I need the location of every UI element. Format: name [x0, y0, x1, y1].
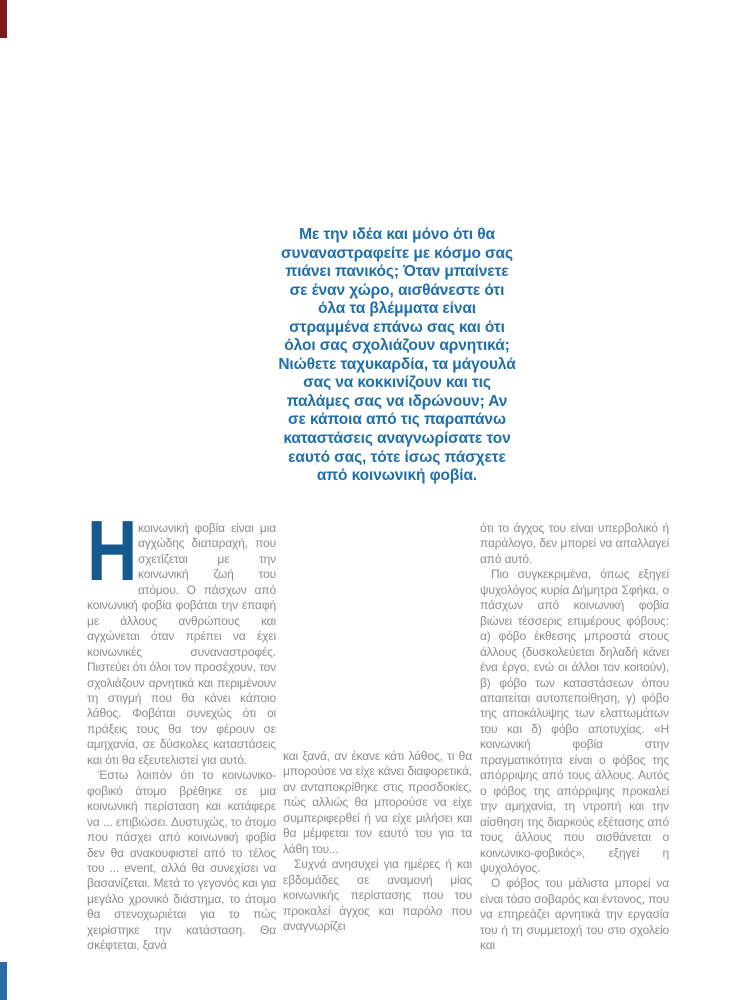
drop-cap [87, 504, 138, 599]
article-paragraph: Συχνά ανησυχεί για ημέρες ή και εβδομάδες σε αναμονή μίας κοινωνικής περίστασης που του προκαλεί άγχος και παρόλο που αναγνωρίζει [283, 857, 472, 933]
drop-cap-letter: Η [87, 504, 138, 599]
article-paragraph: και ξανά, αν έκανε κάτι λάθος, τι θα μπορούσε να είχε κάνει διαφορετικά, αν ανταποκρίθηκε στις προσδοκίες, πώς αλλιώς θα μπορούσε να είχε συμπεριφερθεί ή να είχε μιλήσει και θα μέμφεται τον εαυτό του για τα λάθη του... [283, 749, 472, 856]
article-column-right [480, 521, 669, 954]
top-edge-tab [0, 0, 7, 38]
pull-quote: Με την ιδέα και μόνο ότι θα συναναστραφείτε με κόσμο σας πιάνει πανικός; Όταν μπαίνετε σε έναν χώρο, αισθάνεστε ότι όλα τα βλέμματα είναι στραμμένα επάνω σας και ότι όλοι σας σχολιάζουν αρνητικά; Νιώθετε ταχυκαρδία, τα μάγουλά σας να κοκκινίζουν και τις παλάμες σας να ιδρώνουν; Αν σε κάποια από τις παραπάνω καταστάσεις αναγνωρίσατε τον εαυτό σας, τότε ίσως πάσχετε από κοινωνική φοβία. [278, 226, 516, 485]
article-paragraph: Έστω λοιπόν ότι το κοινωνικο-φοβικό άτομο βρέθηκε σε μια κοινωνική περίσταση και κατάφερε να ... επιβιώσει. Δυστυχώς, το άτομο που πάσχει από κοινωνική φοβία δεν θα ανακουφιστεί από το τέλος του ... event, αλλά θα συνεχίσει να βασανίζεται. Μετά το γεγονός και για μεγάλο χρονικό διάστημα, το άτομο θα στενοχωριέται για το πώς χειρίστηκε την κατάσταση. Θα σκέφτεται, ξανά [87, 768, 276, 953]
bottom-edge-tab [0, 962, 7, 1000]
paragraph-text: κοινωνική φοβία είναι μια αγχώδης διαταραχή, που σχετίζεται με την κοινωνική ζωή του ατόμου. Ο πάσχων από κοινωνική φοβία φοβάται την επαφή με άλλους ανθρώπους και αγχώνεται όταν πρέπει να έχει κοινωνικές συναναστροφές. Πιστεύει ότι όλοι τον προσέχουν, τον σχολιάζουν αρνητικά και περιμένουν τη στιγμή που θα κάνει κάποιο λάθος. Φοβάται συνεχώς ότι οι πράξεις τους θα τον φέρουν σε αμηχανία, σε δύσκολες καταστάσεις και ότι θα εξευτελιστεί για αυτό. [87, 521, 276, 767]
article-paragraph: Ο φόβος του μάλιστα μπορεί να είναι τόσο σοβαρός και έντονος, που να επηρεάζει αρνητικά την εργασία του ή τη συμμετοχή του στο σχολείο και [480, 876, 669, 953]
article-paragraph: ότι το άγχος του είναι υπερβολικό ή παράλογο, δεν μπορεί να απαλλαγεί από αυτό. [480, 521, 669, 566]
article-column-middle [283, 749, 472, 934]
article-paragraph: Πιο συγκεκριμένα, όπως εξηγεί ψυχολόγος κυρία Δήμητρα Σφήκα, ο πάσχων από κοινωνική φοβία βιώνει τέσσερις επιμέρους φόβους: α) φόβο έκθεσης μπροστά στους άλλους (δυσκολεύεται δηλαδή κάνει ένα έργο, ενώ οι άλλοι τον κοιτούν), β) φόβο των καταστάσεων όπου απαιτείται αυτοπεποίθηση, γ) φόβο της αποκάλυψης των ελαττωμάτων του και δ) φόβο αποτυχίας. «Η κοινωνική φοβία στην πραγματικότητα είναι ο φόβος της απόρριψης από τους άλλους. Αυτός ο φόβος της απόρριψης προκαλεί την αμηχανία, τη ντροπή και την αίσθηση της διαρκούς εξέτασης από τους άλλους που αισθάνεται ο κοινωνικο-φοβικός», εξηγεί η ψυχολόγος. [480, 567, 669, 875]
article-paragraph [87, 504, 276, 768]
article-column-left [87, 504, 276, 954]
